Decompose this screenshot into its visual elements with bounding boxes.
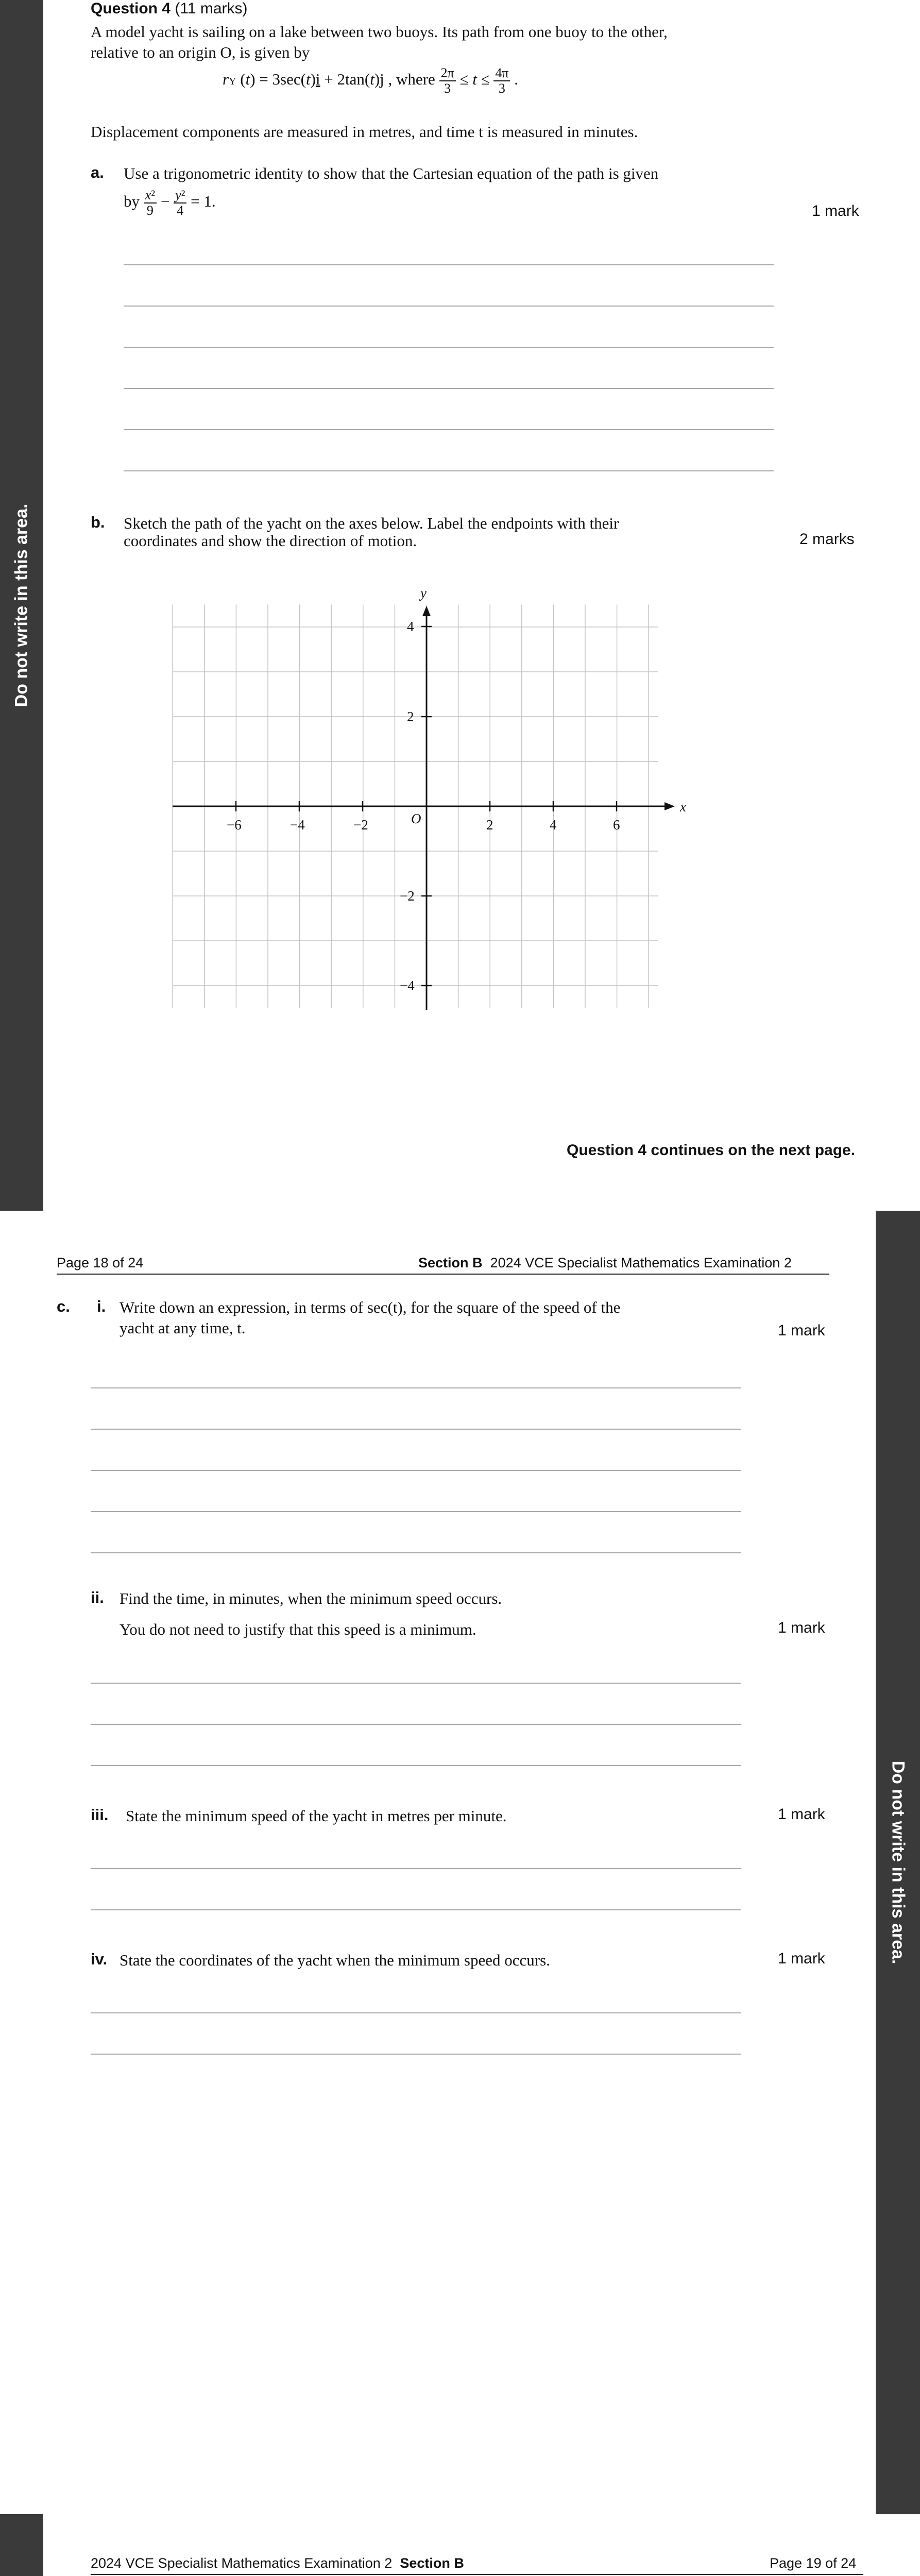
continues-note: Question 4 continues on the next page. <box>567 1142 856 1159</box>
side-label: Do not write in this area. <box>11 503 31 707</box>
answer-line[interactable] <box>91 1470 741 1471</box>
part-ciii-label: iii. <box>91 1806 109 1824</box>
answer-line[interactable] <box>124 264 774 265</box>
answer-line[interactable] <box>91 1552 741 1553</box>
answer-line[interactable] <box>91 1387 741 1388</box>
side-band-page18 <box>876 1211 920 2514</box>
page18-header-right: Section B 2024 VCE Specialist Mathematics Examination 2 <box>418 1255 792 1270</box>
answer-line[interactable] <box>91 2012 741 2013</box>
part-ci-marks: 1 mark <box>778 1322 825 1339</box>
answer-line[interactable] <box>91 1909 741 1910</box>
path-equation: rY (t) = 3sec(t)i + 2tan(t)j , where $\frac{2\pi}{3}$ ≤ t ≤ $\frac{4\pi}{3}$ . <box>223 65 518 96</box>
answer-line[interactable] <box>124 306 774 307</box>
y-tick-label: −2 <box>400 888 415 904</box>
question-marks: (11 marks) <box>175 0 248 17</box>
x-tick-label: 6 <box>613 817 620 833</box>
part-civ-text: State the coordinates of the yacht when the minimum speed occurs. <box>120 1951 550 1969</box>
question-title <box>91 0 248 18</box>
answer-line[interactable] <box>91 1683 741 1684</box>
answer-line[interactable] <box>91 1868 741 1869</box>
answer-line[interactable] <box>91 1429 741 1430</box>
answer-line[interactable] <box>124 470 774 471</box>
x-axis-arrow-icon <box>665 802 675 810</box>
answer-line[interactable] <box>124 388 774 389</box>
part-c-label: c. <box>57 1297 70 1315</box>
x-tick-label: −4 <box>290 817 305 833</box>
part-ci-label: i. <box>97 1297 106 1315</box>
x-tick-label: −2 <box>353 817 368 833</box>
x-tick-label: −6 <box>227 817 242 833</box>
y-tick-label: 2 <box>407 709 414 724</box>
x-tick-label: 4 <box>550 817 557 833</box>
page19-header-rule <box>91 2574 863 2575</box>
answer-line[interactable] <box>124 347 774 348</box>
y-axis-label: y <box>420 585 427 601</box>
x-axis-label: x <box>680 799 686 815</box>
sketch-axes[interactable] <box>144 572 686 1025</box>
part-civ-marks: 1 mark <box>778 1950 825 1967</box>
part-a-marks: 1 mark <box>812 202 859 219</box>
x-tick-label: 2 <box>486 817 493 833</box>
y-tick-label: −4 <box>400 978 415 993</box>
part-b-label: b. <box>91 513 105 531</box>
part-civ-label: iv. <box>91 1950 108 1968</box>
part-a-label: a. <box>91 163 104 181</box>
page18-number: Page 18 of 24 <box>57 1255 144 1270</box>
part-cii-text-2: You do not need to justify that this speed is a minimum. <box>120 1620 476 1638</box>
answer-line[interactable] <box>91 1724 741 1725</box>
part-b-text-1: Sketch the path of the yacht on the axes below. Label the endpoints with their <box>124 514 619 532</box>
intro-line-2: relative to an origin O, is given by <box>91 43 310 61</box>
answer-line[interactable] <box>91 2054 741 2055</box>
page19-number: Page 19 of 24 <box>770 2555 857 2571</box>
part-cii-label: ii. <box>91 1588 104 1606</box>
part-b-marks: 2 marks <box>799 531 855 548</box>
part-ciii-text: State the minimum speed of the yacht in metres per minute. <box>126 1807 507 1825</box>
intro-line-1: A model yacht is sailing on a lake between two buoys. Its path from one buoy to the other, <box>91 23 668 41</box>
part-ciii-marks: 1 mark <box>778 1806 825 1823</box>
part-ci-text-1: Write down an expression, in terms of sec(t), for the square of the speed of the <box>120 1298 621 1316</box>
y-axis-arrow-icon <box>422 606 431 616</box>
side-band-page19 <box>0 2514 43 2576</box>
answer-line[interactable] <box>91 1765 741 1766</box>
part-a-text-2: by $\frac{\text{x²}}{9}$ − $\frac{\text{y²}}{4}$ = 1. <box>124 188 216 218</box>
y-tick-label: 4 <box>407 619 414 634</box>
units-statement: Displacement components are measured in metres, and time t is measured in minutes. <box>91 123 638 141</box>
origin-label: O <box>411 811 421 826</box>
part-ci-text-2: yacht at any time, t. <box>120 1319 246 1337</box>
answer-line[interactable] <box>124 429 774 430</box>
part-a-text-1: Use a trigonometric identity to show that the Cartesian equation of the path is given <box>124 164 659 182</box>
page18-header-rule <box>57 1274 829 1275</box>
question-number: Question 4 <box>91 0 171 17</box>
part-cii-text-1: Find the time, in minutes, when the minimum speed occurs. <box>120 1589 502 1607</box>
side-label: Do not write in this area. <box>888 1760 908 1964</box>
page19-header-left: 2024 VCE Specialist Mathematics Examination 2 Section B <box>91 2555 464 2571</box>
part-cii-marks: 1 mark <box>778 1619 825 1636</box>
side-band-page17 <box>0 0 43 1211</box>
answer-line[interactable] <box>91 1511 741 1512</box>
part-b-text-2: coordinates and show the direction of motion. <box>124 532 417 550</box>
